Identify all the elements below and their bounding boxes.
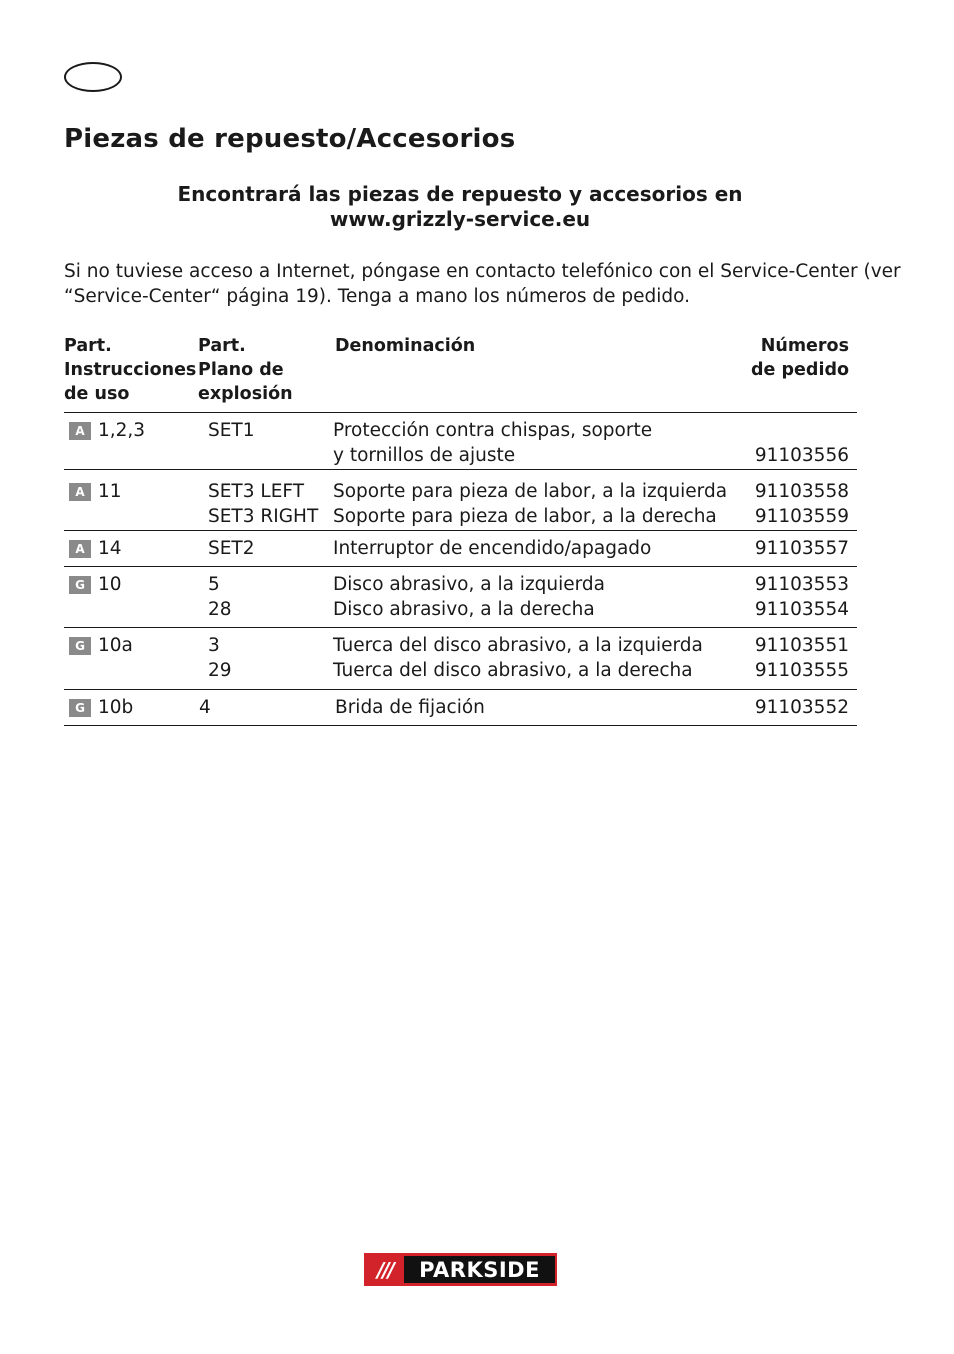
description-line: Tuerca del disco abrasivo, a la izquierda — [333, 635, 703, 656]
table-row — [64, 690, 857, 726]
cell-exploded — [208, 479, 318, 529]
header-text: Part. — [64, 336, 112, 356]
description-line: y tornillos de ajuste — [333, 445, 516, 466]
description-line: Disco abrasivo, a la derecha — [333, 599, 595, 620]
cell-description — [333, 536, 651, 561]
header-text: Instrucciones — [64, 360, 197, 380]
description-line: Interruptor de encendido/apagado — [333, 538, 652, 559]
header-description — [335, 334, 475, 358]
description-line: Soporte para pieza de labor, a la derecha — [333, 506, 717, 527]
logo-slashes: /// — [377, 1257, 393, 1282]
header-text: explosión — [198, 384, 293, 404]
figure-tag: A — [69, 540, 91, 558]
order-number: 91103556 — [754, 445, 849, 466]
header-order-number — [751, 334, 849, 382]
figure-tag: A — [69, 422, 91, 440]
header-text: Números — [760, 336, 849, 356]
language-badge — [64, 62, 122, 92]
cell-order-number — [755, 479, 849, 529]
page-title: Piezas de repuesto/Accesorios — [64, 124, 516, 154]
intro-line: “Service-Center“ página 19). Tenga a mano los números de pedido. — [64, 286, 691, 307]
instructions-part: 14 — [98, 538, 122, 559]
cell-exploded — [208, 418, 255, 443]
exploded-part: 28 — [208, 599, 232, 620]
table-row — [64, 628, 857, 690]
exploded-part: 5 — [208, 574, 220, 595]
description-line: Soporte para pieza de labor, a la izquierda — [333, 481, 728, 502]
cell-instructions — [69, 695, 133, 720]
table-header — [64, 334, 857, 413]
instructions-part: 10 — [98, 574, 122, 595]
cell-description — [333, 633, 703, 683]
cell-exploded — [208, 633, 232, 683]
cell-instructions — [69, 572, 122, 597]
order-number: 91103552 — [754, 697, 849, 718]
order-number — [755, 418, 849, 443]
subtitle-line: Encontrará las piezas de repuesto y accesorios en — [177, 182, 743, 206]
cell-description — [333, 572, 605, 622]
figure-tag: A — [69, 483, 91, 501]
spare-parts-table — [64, 334, 857, 726]
parkside-logo — [364, 1253, 557, 1286]
figure-tag: G — [69, 637, 91, 655]
order-number: 91103553 — [754, 574, 849, 595]
order-number: 91103558 — [754, 481, 849, 502]
cell-instructions — [69, 418, 145, 443]
exploded-part: 29 — [208, 660, 232, 681]
exploded-part: SET3 RIGHT — [208, 506, 319, 527]
table-row — [64, 567, 857, 628]
cell-order-number — [755, 536, 849, 561]
subtitle-url: www.grizzly-service.eu — [329, 207, 591, 231]
exploded-part: 4 — [199, 697, 211, 718]
exploded-part: SET3 LEFT — [208, 481, 304, 502]
cell-description — [333, 479, 727, 529]
cell-order-number — [755, 695, 849, 720]
cell-order-number — [755, 633, 849, 683]
figure-tag: G — [69, 699, 91, 717]
description-line: Disco abrasivo, a la izquierda — [333, 574, 605, 595]
header-text: de uso — [64, 384, 130, 404]
header-text: Denominación — [335, 336, 476, 356]
exploded-part: SET2 — [208, 538, 255, 559]
order-number: 91103557 — [754, 538, 849, 559]
exploded-part: 3 — [208, 635, 220, 656]
description-line: Brida de fijación — [335, 697, 485, 718]
order-number: 91103551 — [754, 635, 849, 656]
instructions-part: 10a — [98, 635, 133, 656]
cell-instructions — [69, 479, 122, 504]
exploded-part: SET1 — [208, 420, 255, 441]
subtitle — [64, 182, 856, 232]
header-instructions — [64, 334, 197, 406]
cell-exploded — [208, 572, 232, 622]
intro-paragraph — [64, 259, 901, 309]
order-number: 91103554 — [754, 599, 849, 620]
cell-exploded — [199, 695, 211, 720]
header-text: Part. — [198, 336, 246, 356]
cell-exploded — [208, 536, 255, 561]
description-line: Tuerca del disco abrasivo, a la derecha — [333, 660, 693, 681]
order-number: 91103555 — [754, 660, 849, 681]
logo-text: PARKSIDE — [404, 1256, 555, 1283]
table-row — [64, 470, 857, 531]
order-number: 91103559 — [754, 506, 849, 527]
cell-instructions — [69, 536, 122, 561]
header-text: Plano de — [198, 360, 284, 380]
cell-order-number — [755, 572, 849, 622]
table-row — [64, 531, 857, 567]
instructions-part: 1,2,3 — [98, 420, 146, 441]
instructions-part: 11 — [98, 481, 122, 502]
figure-tag: G — [69, 576, 91, 594]
cell-description — [335, 695, 485, 720]
header-text: de pedido — [751, 360, 849, 380]
cell-order-number — [755, 418, 849, 468]
header-exploded-view — [198, 334, 328, 406]
intro-line: Si no tuviese acceso a Internet, póngase en contacto telefónico con el Service-Center (ver — [64, 261, 901, 282]
cell-description — [333, 418, 652, 468]
description-line: Protección contra chispas, soporte — [333, 420, 653, 441]
instructions-part: 10b — [98, 697, 134, 718]
table-row — [64, 413, 857, 470]
cell-instructions — [69, 633, 133, 658]
